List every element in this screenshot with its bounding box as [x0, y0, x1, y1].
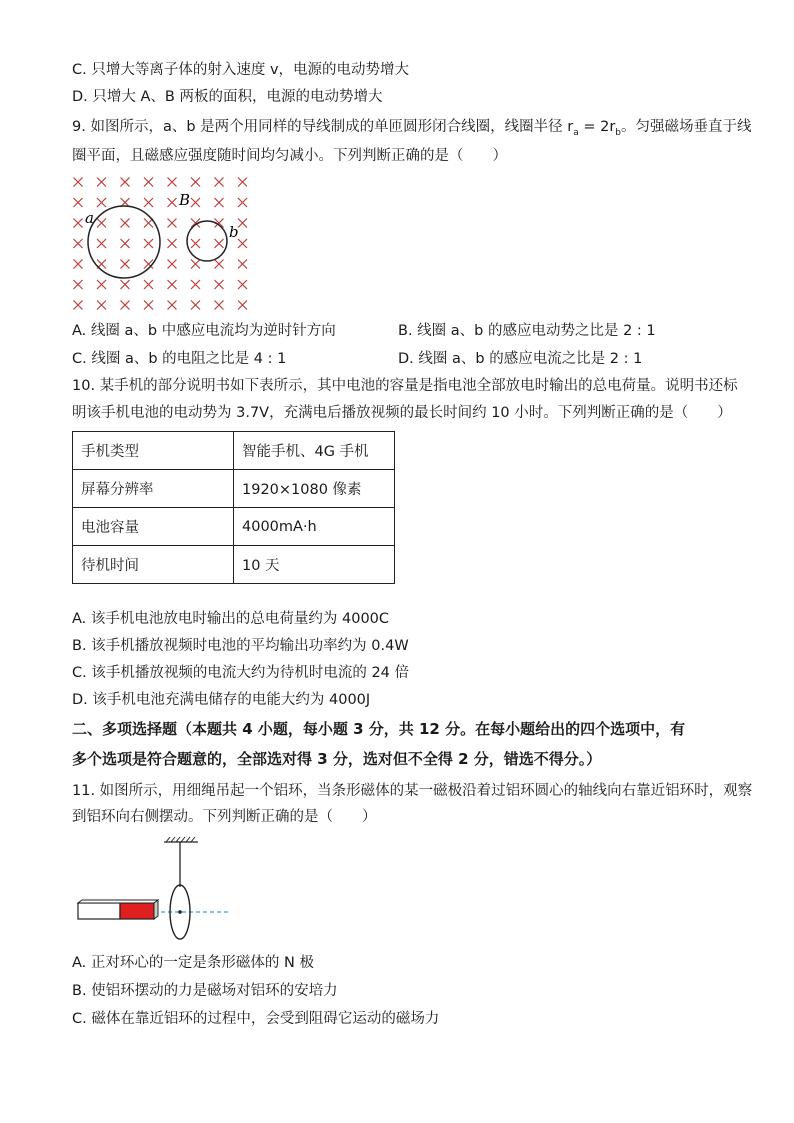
field-cross	[97, 178, 106, 187]
table-cell: 4000mA·h	[234, 508, 395, 546]
field-cross	[238, 280, 247, 289]
table-row	[73, 508, 395, 546]
question-9-option-d: D. 线圈 a、b 的感应电流之比是 2 : 1	[398, 351, 643, 367]
field-cross	[238, 301, 247, 310]
field-cross	[238, 178, 247, 187]
question-11-option-b: B. 使铝环摆动的力是磁场对铝环的安培力	[72, 983, 338, 999]
field-cross	[97, 198, 106, 207]
field-cross	[144, 178, 153, 187]
figure-11-magnet-ring	[72, 834, 242, 948]
table-row	[73, 546, 395, 584]
field-cross	[168, 239, 177, 248]
field-cross	[144, 301, 153, 310]
field-cross	[191, 239, 200, 248]
field-cross	[74, 280, 83, 289]
field-cross	[215, 198, 224, 207]
field-cross	[74, 301, 83, 310]
field-cross	[191, 280, 200, 289]
table-cell: 智能手机、4G 手机	[234, 432, 395, 470]
label-B: B	[179, 191, 191, 209]
question-9-stem-2: 圈平面，且磁感应强度随时间均匀减小。下列判断正确的是（ ）	[72, 148, 507, 164]
question-10-option-a: A. 该手机电池放电时输出的总电荷量约为 4000C	[72, 611, 390, 627]
table-cell: 待机时间	[73, 546, 234, 584]
field-cross	[97, 239, 106, 248]
label-a: a	[85, 209, 94, 227]
field-cross	[97, 280, 106, 289]
table-row	[73, 432, 395, 470]
label-b: b	[229, 223, 239, 241]
phone-spec-table	[72, 431, 395, 584]
table-cell: 手机类型	[73, 432, 234, 470]
field-cross	[97, 301, 106, 310]
field-cross	[191, 260, 200, 269]
field-cross	[144, 280, 153, 289]
question-10-stem-2: 明该手机电池的电动势为 3.7V，充满电后播放视频的最长时间约 10 小时。下列判断正确的是（ ）	[72, 405, 732, 421]
field-cross	[191, 178, 200, 187]
table-cell: 屏幕分辨率	[73, 470, 234, 508]
field-cross	[191, 198, 200, 207]
field-cross	[168, 198, 177, 207]
field-cross	[238, 198, 247, 207]
question-9-option-a: A. 线圈 a、b 中感应电流均为逆时针方向	[72, 323, 336, 339]
option-d-prev: D. 只增大 A、B 两板的面积，电源的电动势增大	[72, 89, 383, 105]
field-cross	[121, 301, 130, 310]
table-cell: 电池容量	[73, 508, 234, 546]
field-cross	[215, 178, 224, 187]
field-cross	[238, 260, 247, 269]
field-cross	[144, 239, 153, 248]
question-10-option-c: C. 该手机播放视频的电流大约为待机时电流的 24 倍	[72, 665, 410, 681]
field-cross	[168, 280, 177, 289]
figure-9-magnetic-field	[68, 170, 258, 319]
question-9-stem: 9. 如图所示，a、b 是两个用同样的导线制成的单匝圆形闭合线圈，线圈半径 $r_a = 2r_b$。匀强磁场垂直于线	[72, 119, 752, 138]
field-cross	[168, 260, 177, 269]
question-11-stem: 11. 如图所示，用细绳吊起一个铝环，当条形磁体的某一磁极沿着过铝环圆心的轴线向右靠近铝环时，观察	[72, 783, 753, 799]
question-9-option-c: C. 线圈 a、b 的电阻之比是 4 : 1	[72, 351, 287, 367]
field-cross	[74, 219, 83, 228]
field-cross	[144, 198, 153, 207]
field-cross	[97, 219, 106, 228]
ceiling-hatch	[166, 837, 195, 842]
field-cross	[74, 198, 83, 207]
section-2-heading: 二、多项选择题（本题共 4 小题，每小题 3 分，共 12 分。在每小题给出的四个选项中，有	[72, 720, 686, 738]
field-cross	[215, 301, 224, 310]
field-cross	[74, 260, 83, 269]
field-cross	[74, 178, 83, 187]
field-cross	[121, 260, 130, 269]
section-2-heading-2: 多个选项是符合题意的，全部选对得 3 分，选对但不全得 2 分，错选不得分。）	[72, 750, 602, 768]
field-cross	[168, 219, 177, 228]
question-10-stem: 10. 某手机的部分说明书如下表所示，其中电池的容量是指电池全部放电时输出的总电荷量。说明书还标	[72, 378, 738, 394]
field-cross	[121, 280, 130, 289]
question-10-option-b: B. 该手机播放视频时电池的平均输出功率约为 0.4W	[72, 638, 409, 654]
field-cross	[168, 301, 177, 310]
question-11-option-a: A. 正对环心的一定是条形磁体的 N 极	[72, 955, 314, 971]
field-cross	[121, 178, 130, 187]
ring-center	[178, 910, 182, 914]
field-cross	[121, 239, 130, 248]
field-cross	[215, 280, 224, 289]
field-cross	[168, 178, 177, 187]
table-row	[73, 470, 395, 508]
field-cross	[215, 260, 224, 269]
option-c-prev: C. 只增大等离子体的射入速度 v，电源的电动势增大	[72, 62, 410, 78]
field-cross	[238, 219, 247, 228]
question-11-stem-2: 到铝环向右侧摆动。下列判断正确的是（ ）	[72, 809, 377, 825]
question-10-option-d: D. 该手机电池充满电储存的电能大约为 4000J	[72, 692, 371, 708]
magnet-red-end	[120, 903, 154, 919]
field-cross	[238, 239, 247, 248]
field-cross	[215, 239, 224, 248]
question-11-option-c: C. 磁体在靠近铝环的过程中，会受到阻碍它运动的磁场力	[72, 1011, 440, 1027]
magnet-white-end	[78, 903, 120, 919]
table-cell: 10 天	[234, 546, 395, 584]
question-9-option-b: B. 线圈 a、b 的感应电动势之比是 2 : 1	[398, 323, 656, 339]
field-cross	[121, 219, 130, 228]
field-cross	[191, 301, 200, 310]
field-cross	[74, 239, 83, 248]
table-cell: 1920×1080 像素	[234, 470, 395, 508]
